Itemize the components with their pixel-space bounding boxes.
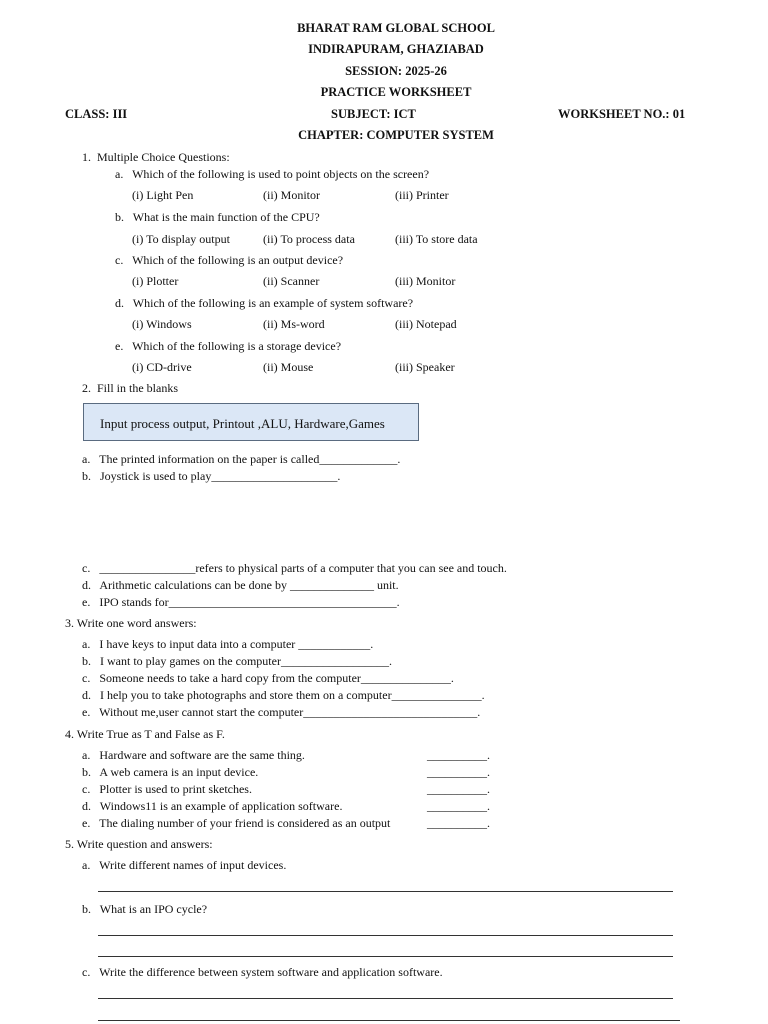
- true-false-statement: b. A web camera is an input device.: [82, 765, 259, 779]
- mcq-option: (i) To display output: [132, 232, 230, 246]
- answer-line: [98, 956, 673, 957]
- mcq-option: (ii) To process data: [263, 232, 355, 246]
- fill-blank-item: c. ________________refers to physical parts of a computer that you can see and touch.: [82, 561, 507, 575]
- true-false-statement: d. Windows11 is an example of application software.: [82, 799, 343, 813]
- true-false-blank: __________.: [427, 816, 490, 830]
- chapter-title: CHAPTER: COMPUTER SYSTEM: [298, 128, 494, 142]
- fill-blank-item: a. The printed information on the paper is called_____________.: [82, 452, 401, 466]
- fill-blank-item: d. Arithmetic calculations can be done by ______________ unit.: [82, 578, 399, 592]
- mcq-option: (i) Light Pen: [132, 188, 194, 202]
- school-location: INDIRAPURAM, GHAZIABAD: [308, 42, 484, 56]
- long-answer-question: a. Write different names of input devices.: [82, 858, 287, 872]
- mcq-option: (ii) Mouse: [263, 360, 314, 374]
- answer-line: [98, 891, 673, 892]
- one-word-item: b. I want to play games on the computer__________________.: [82, 654, 392, 668]
- mcq-option: (iii) Notepad: [395, 317, 457, 331]
- answer-line: [98, 1020, 680, 1021]
- mcq-question: b. What is the main function of the CPU?: [115, 210, 320, 224]
- answer-line: [98, 998, 673, 999]
- one-word-item: c. Someone needs to take a hard copy from the computer_______________.: [82, 671, 454, 685]
- mcq-option: (iii) To store data: [395, 232, 478, 246]
- word-bank-text: Input process output, Printout ,ALU, Hardware,Games: [100, 416, 385, 431]
- one-word-item: a. I have keys to input data into a computer ____________.: [82, 637, 374, 651]
- mcq-option: (ii) Ms-word: [263, 317, 325, 331]
- session: SESSION: 2025-26: [345, 64, 447, 78]
- mcq-question: c. Which of the following is an output device?: [115, 253, 344, 267]
- mcq-option: (iii) Monitor: [395, 274, 456, 288]
- long-answer-question: c. Write the difference between system software and application software.: [82, 965, 443, 979]
- word-bank-box: [83, 403, 419, 441]
- true-false-blank: __________.: [427, 782, 490, 796]
- mcq-question: d. Which of the following is an example of system software?: [115, 296, 414, 310]
- fill-blank-item: e. IPO stands for______________________________________.: [82, 595, 400, 609]
- q1-heading: 1. Multiple Choice Questions:: [82, 150, 230, 164]
- q5-heading: 5. Write question and answers:: [65, 837, 213, 851]
- mcq-option: (iii) Printer: [395, 188, 449, 202]
- true-false-statement: e. The dialing number of your friend is considered as an output: [82, 816, 391, 830]
- mcq-question: e. Which of the following is a storage device?: [115, 339, 342, 353]
- mcq-question: a. Which of the following is used to point objects on the screen?: [115, 167, 430, 181]
- long-answer-question: b. What is an IPO cycle?: [82, 902, 208, 916]
- q3-heading: 3. Write one word answers:: [65, 616, 197, 630]
- true-false-blank: __________.: [427, 765, 490, 779]
- true-false-statement: c. Plotter is used to print sketches.: [82, 782, 252, 796]
- school-name: BHARAT RAM GLOBAL SCHOOL: [297, 21, 495, 35]
- answer-line: [98, 935, 673, 936]
- one-word-item: e. Without me,user cannot start the computer_____________________________.: [82, 705, 481, 719]
- worksheet-number: WORKSHEET NO.: 01: [558, 107, 686, 121]
- true-false-statement: a. Hardware and software are the same thing.: [82, 748, 305, 762]
- q4-heading: 4. Write True as T and False as F.: [65, 727, 225, 741]
- fill-blank-item: b. Joystick is used to play_____________________.: [82, 469, 341, 483]
- true-false-blank: __________.: [427, 748, 490, 762]
- mcq-option: (iii) Speaker: [395, 360, 455, 374]
- mcq-option: (ii) Scanner: [263, 274, 320, 288]
- q2-heading: 2. Fill in the blanks: [82, 381, 178, 395]
- true-false-blank: __________.: [427, 799, 490, 813]
- one-word-item: d. I help you to take photographs and store them on a computer_______________.: [82, 688, 485, 702]
- subject-label: SUBJECT: ICT: [331, 107, 416, 121]
- worksheet-title: PRACTICE WORKSHEET: [320, 85, 472, 99]
- mcq-option: (i) CD-drive: [132, 360, 192, 374]
- class-label: CLASS: III: [65, 107, 128, 121]
- mcq-option: (i) Windows: [132, 317, 192, 331]
- mcq-option: (i) Plotter: [132, 274, 179, 288]
- mcq-option: (ii) Monitor: [263, 188, 320, 202]
